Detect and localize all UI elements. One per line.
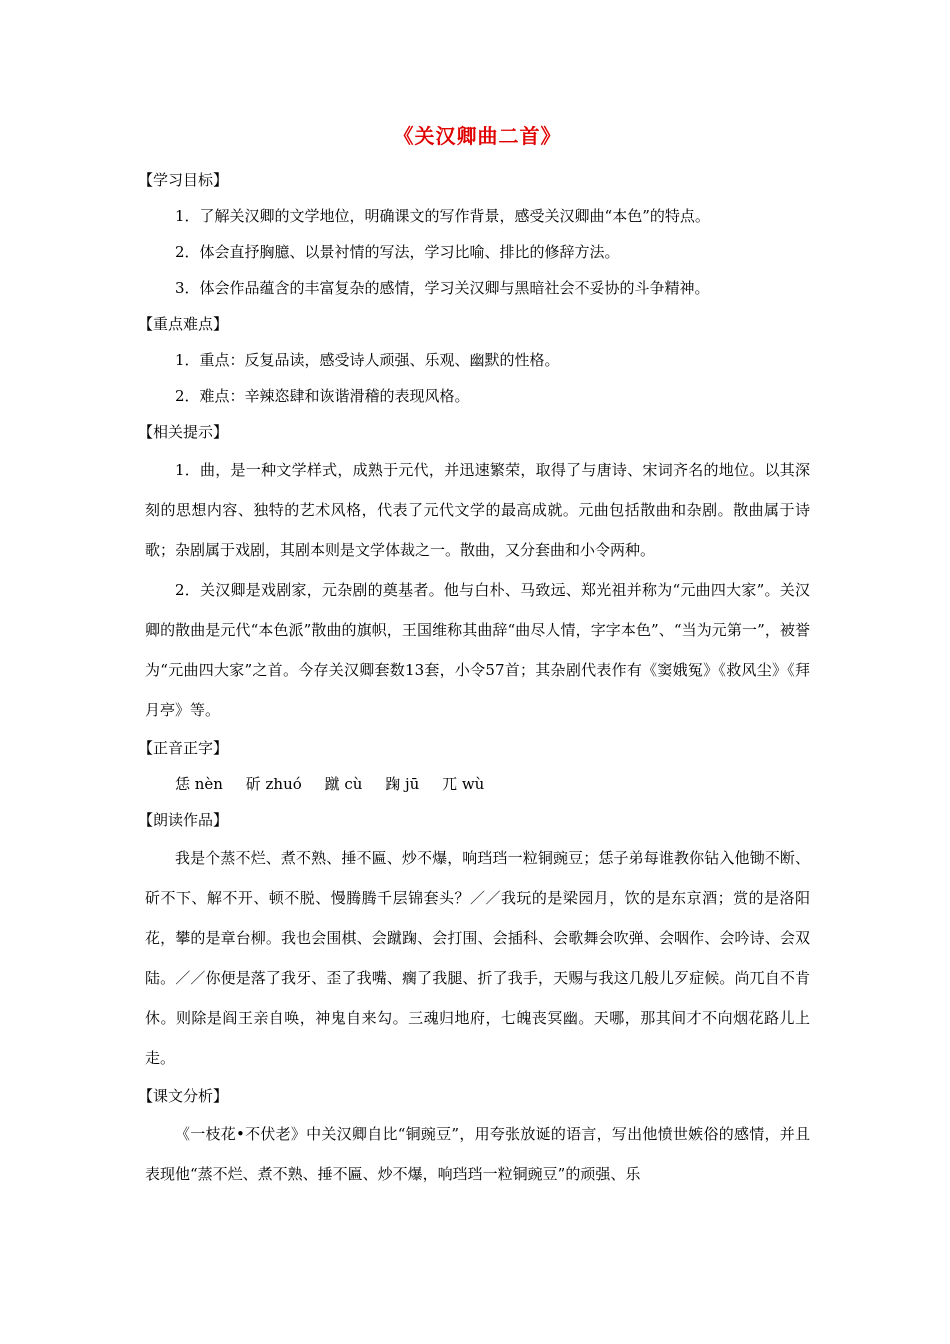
document-page xyxy=(138,118,810,1194)
section-heading-keypoints: 【重点难点】 xyxy=(138,315,229,333)
keypoint-item: 2．难点：辛辣恣肆和诙谐滑稽的表现风格。 xyxy=(175,387,470,405)
goal-item: 1．了解关汉卿的文学地位，明确课文的写作背景，感受关汉卿曲“本色”的特点。 xyxy=(175,207,710,225)
analysis-text: 《一枝花•不伏老》中关汉卿自比“铜豌豆”，用夸张放诞的语言，写出他愤世嫉俗的感情，并且表现他“蒸不烂、煮不熟、捶不匾、炒不爆，响珰珰一粒铜豌豆”的顽强、乐 xyxy=(145,1125,810,1183)
document-title: 《关汉卿曲二首》 xyxy=(393,124,562,148)
pronunciation-pair: 兀 wù xyxy=(442,775,485,793)
pronunciation-pair: 踘 jū xyxy=(385,775,420,793)
pronunciation-pair: 斫 zhuó xyxy=(245,775,302,793)
goal-item: 3．体会作品蕴含的丰富复杂的感情，学习关汉卿与黑暗社会不妥协的斗争精神。 xyxy=(175,279,710,297)
reading-text: 我是个蒸不烂、煮不熟、捶不匾、炒不爆，响珰珰一粒铜豌豆；恁子弟每谁教你钻入他锄不断、斫不下、解不开、顿不脱、慢腾腾千层锦套头？／／我玩的是梁园月，饮的是东京酒；赏的是洛阳花，攀的是章台柳。我也会围棋、会蹴踘、会打围、会插科、会歌舞会吹弹、会咽作、会吟诗、会双陆。／／你便是落了我牙、歪了我嘴、瘸了我腿、折了我手，天赐与我这几般儿歹症候。尚兀自不肯休。则除是阎王亲自唤，神鬼自来勾。三魂归地府，七魄丧冥幽。天哪，那其间才不向烟花路儿上走。 xyxy=(145,849,810,1067)
pronunciation-row xyxy=(145,766,810,802)
section-heading-goals: 【学习目标】 xyxy=(138,171,229,189)
hint-paragraph: 2．关汉卿是戏剧家，元杂剧的奠基者。他与白朴、马致远、郑光祖并称为“元曲四大家”。关汉卿的散曲是元代“本色派”散曲的旗帜，王国维称其曲辞“曲尽人情，字字本色”、“当为元第一”，被誉为“元曲四大家”之首。今存关汉卿套数13套，小令57首；其杂剧代表作有《窦娥冤》《救风尘》《拜月亭》等。 xyxy=(145,581,810,719)
section-heading-pronunciation: 【正音正字】 xyxy=(138,739,229,757)
pronunciation-pair: 蹴 cù xyxy=(324,775,363,793)
section-heading-analysis: 【课文分析】 xyxy=(138,1087,229,1105)
section-heading-hints: 【相关提示】 xyxy=(138,423,229,441)
goal-item: 2．体会直抒胸臆、以景衬情的写法，学习比喻、排比的修辞方法。 xyxy=(175,243,620,261)
pronunciation-pair: 恁 nèn xyxy=(175,775,223,793)
hint-paragraph: 1．曲，是一种文学样式，成熟于元代，并迅速繁荣，取得了与唐诗、宋词齐名的地位。以其深刻的思想内容、独特的艺术风格，代表了元代文学的最高成就。元曲包括散曲和杂剧。散曲属于诗歌；杂剧属于戏剧，其剧本则是文学体裁之一。散曲，又分套曲和小令两种。 xyxy=(145,461,810,559)
keypoint-item: 1．重点：反复品读，感受诗人顽强、乐观、幽默的性格。 xyxy=(175,351,560,369)
section-heading-reading: 【朗读作品】 xyxy=(138,811,229,829)
